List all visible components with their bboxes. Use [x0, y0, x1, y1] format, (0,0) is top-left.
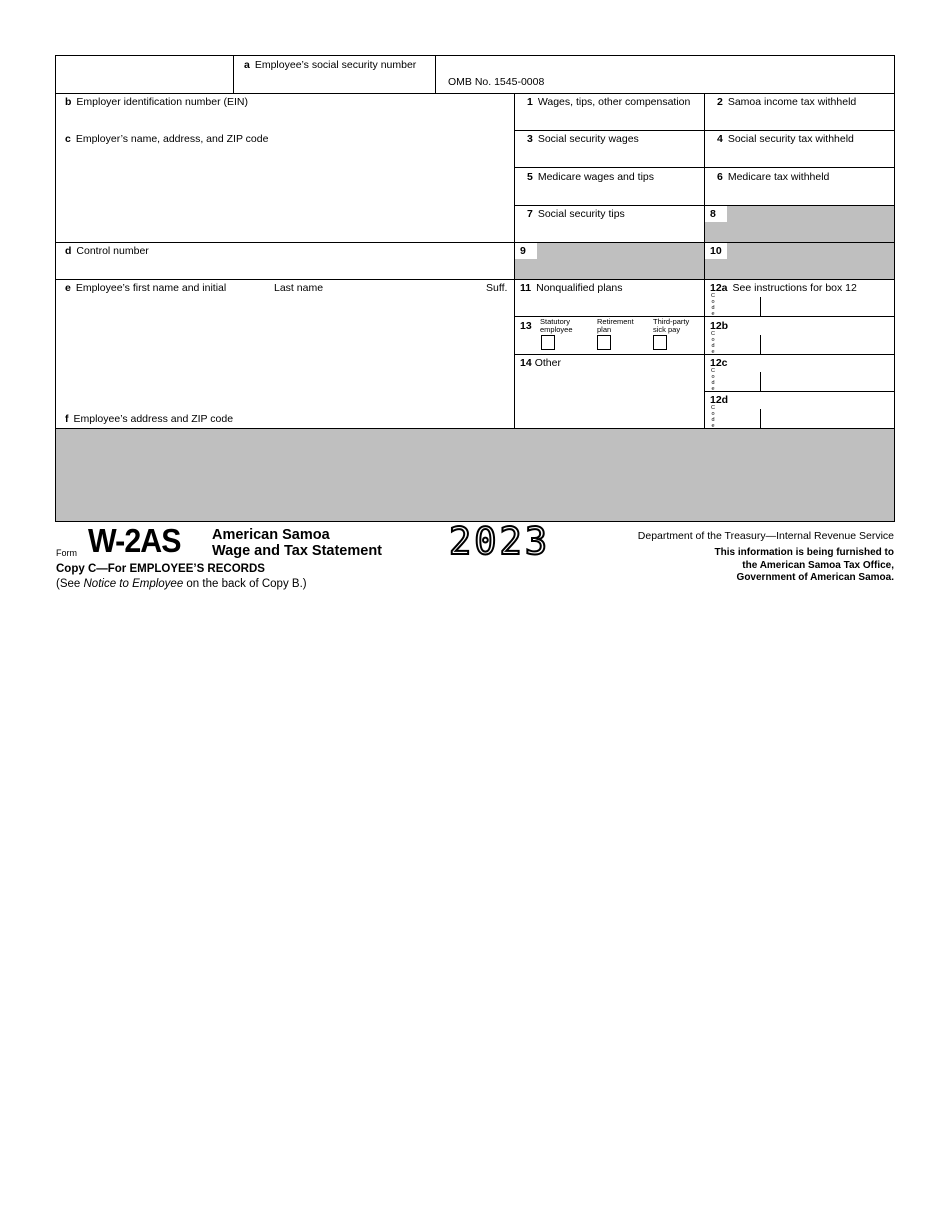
box12c-code-input[interactable] — [718, 372, 759, 390]
ssn-input[interactable] — [236, 74, 433, 92]
box12c-label: 12c — [710, 357, 728, 369]
box13-label: 13 — [520, 320, 532, 332]
box12d-code-label: Code — [711, 405, 715, 429]
form-title-line1: American Samoa — [212, 527, 330, 543]
box2-label: 2 Samoa income tax withheld — [717, 96, 857, 108]
form-word: Form — [56, 548, 77, 558]
box1-input[interactable] — [516, 110, 702, 129]
omb-number: OMB No. 1545-0008 — [448, 76, 545, 88]
box6-label: 6 Medicare tax withheld — [717, 171, 830, 183]
box12b-amount-input[interactable] — [762, 335, 893, 353]
tax-year: 2023 — [449, 520, 551, 563]
copy-line: Copy C—For EMPLOYEE’S RECORDS — [56, 563, 265, 575]
box-b-label: b Employer identification number (EIN) — [65, 96, 248, 108]
box14-label: 14 Other — [520, 357, 561, 369]
box1-label: 1 Wages, tips, other compensation — [527, 96, 691, 108]
box10-label: 10 — [710, 245, 722, 257]
box7-label: 7 Social security tips — [527, 208, 625, 220]
box12a-amount-input[interactable] — [762, 297, 893, 315]
box5-input[interactable] — [516, 185, 702, 204]
box-e-last-name: Last name — [274, 282, 324, 294]
box12d-amount-input[interactable] — [762, 409, 893, 427]
box13-statutory-label: Statutory employee — [540, 317, 573, 334]
box7-input[interactable] — [516, 222, 702, 241]
employer-name-input[interactable] — [57, 147, 512, 240]
box6-input[interactable] — [706, 185, 893, 204]
box12a-code-label: Code — [711, 293, 715, 317]
retirement-plan-checkbox[interactable] — [597, 335, 611, 350]
box4-label: 4 Social security tax withheld — [717, 133, 854, 145]
department-line: Department of the Treasury—Internal Revenue Service — [637, 530, 894, 542]
box-d-label: d Control number — [65, 245, 149, 257]
box4-input[interactable] — [706, 147, 893, 166]
furnish-notice: This information is being furnished to the American Samoa Tax Office, Government of American Samoa. — [714, 547, 894, 583]
box3-label: 3 Social security wages — [527, 133, 639, 145]
box13-sickpay-label: Third-party sick pay — [653, 317, 690, 334]
box3-input[interactable] — [516, 147, 702, 166]
box13-retirement-label: Retirement plan — [597, 317, 634, 334]
box2-input[interactable] — [706, 110, 893, 129]
box9-label: 9 — [520, 245, 526, 257]
box11-input[interactable] — [516, 297, 702, 315]
box-a-label: a Employee’s social security number — [244, 59, 417, 71]
statutory-employee-checkbox[interactable] — [541, 335, 555, 350]
box12c-code-label: Code — [711, 368, 715, 392]
see-notice: (See Notice to Employee on the back of Copy B.) — [56, 578, 307, 590]
box-e-suffix: Suff. — [486, 282, 508, 294]
box12b-code-label: Code — [711, 331, 715, 355]
box8-label: 8 — [710, 208, 716, 220]
form-name: W-2AS — [88, 522, 181, 559]
third-party-sick-pay-checkbox[interactable] — [653, 335, 667, 350]
box12b-code-input[interactable] — [718, 335, 759, 353]
control-number-input[interactable] — [57, 259, 512, 278]
ein-input[interactable] — [57, 110, 512, 129]
box12a-label: 12a See instructions for box 12 — [710, 282, 857, 294]
box-f-label: f Employee’s address and ZIP code — [65, 413, 234, 425]
form-title-line2: Wage and Tax Statement — [212, 543, 383, 559]
box-c-label: c Employer’s name, address, and ZIP code — [65, 133, 269, 145]
box-e-label: e Employee’s first name and initial — [65, 282, 227, 294]
employee-name-input[interactable] — [57, 296, 512, 406]
box12a-code-input[interactable] — [718, 297, 759, 315]
box12c-amount-input[interactable] — [762, 372, 893, 390]
box12b-label: 12b — [710, 320, 729, 332]
box12d-label: 12d — [710, 394, 729, 406]
box12d-code-input[interactable] — [718, 409, 759, 427]
box11-label: 11 Nonqualified plans — [520, 282, 623, 294]
box5-label: 5 Medicare wages and tips — [527, 171, 654, 183]
box14-input[interactable] — [516, 371, 702, 427]
